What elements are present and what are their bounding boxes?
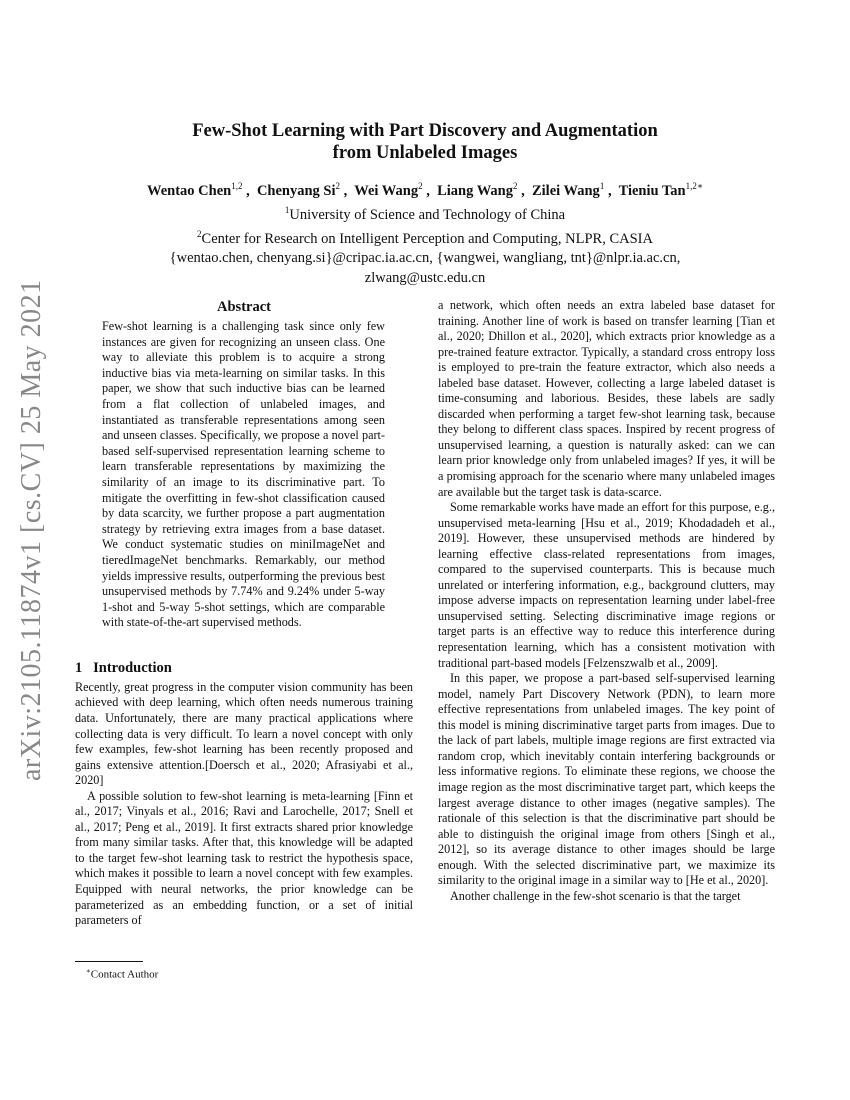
section-heading-introduction: 1 Introduction	[75, 659, 172, 676]
affiliation-1: $^1$University of Science and Technology of China	[284, 204, 566, 223]
abstract-heading: Abstract	[217, 299, 271, 315]
author: Tieniu Tan$^{1,2∗}$	[618, 181, 703, 199]
paper-header	[75, 120, 775, 288]
author: Chenyang Si$^2$	[256, 181, 341, 199]
author: Wentao Chen$^{1,2}$	[147, 181, 243, 199]
author-list: Wentao Chen$^{1,2}$ , Chenyang Si$^2$ , Wei Wang$^2$ , Liang Wang$^2$ , Zilei Wang$^1$ , Tieniu Tan$^{1,2∗}$	[147, 181, 703, 199]
title-line-2: from Unlabeled Images	[332, 143, 518, 163]
paper-title	[75, 120, 775, 164]
email-line-1: {wentao.chen, chenyang.si}@cripac.ia.ac.cn, {wangwei, wangliang, tnt}@nlpr.ia.ac.cn,	[169, 250, 681, 267]
intro-paragraph-6: Another challenge in the few-shot scenario is that the target	[450, 888, 741, 903]
intro-paragraph-2: A possible solution to few-shot learning is meta-learning [Finn et al., 2017; Vinyals et al., 2016; Ravi and Larochelle, 2017; Snell et al., 2017; Peng et al., 2019]. It first extracts shared prior knowledge from many similar tasks. After that, this knowledge will be adapted to the target few-shot learning task to restrict the hypothesis space, which makes it possible to learn a novel concept with few examples. Equipped with neural networks, the prior knowledge can be parameterized as an embedding function, or a set of initial parameters of	[75, 788, 413, 928]
author: Liang Wang$^2$	[437, 181, 518, 199]
intro-paragraph-5: In this paper, we propose a part-based self-supervised learning model, namely Part Discovery Network (PDN), to learn more effective representations from unlabeled images. The key point of this model is mining discriminative target parts from images. Due to the lack of part labels, multiple image regions are first extracted via random crop, which inevitably contain interfering backgrounds or less informative regions. To eliminate these regions, we choose the image region as the most discriminative target part, which keeps the largest average distance to other images (negative samples). The rationale of this selection is that the discriminative part should be able to distinguish the original image from others [Singh et al., 2012], so its average distance to other images should be large enough. With the selected discriminative part, we maximize its similarity to the original image in a similar way to [He et al., 2020].	[438, 671, 775, 888]
footnote-rule	[75, 961, 143, 962]
intro-paragraph-3: a network, which often needs an extra labeled base dataset for training. Another line of work is based on transfer learning [Tian et al., 2020; Dhillon et al., 2020], which extracts prior knowledge as a pre-trained feature extractor. Typically, a standard cross entropy loss is employed to pre-train the feature extractor, which also needs a labeled base dataset. However, collecting a large labeled dataset is time-consuming and laborious. Besides, these labels are sadly discarded when performing a target few-shot learning task, because they belong to different class spaces. Inspired by recent progress of unsupervised learning, a question is naturally asked: can we can learn prior knowledge only from unlabeled images? If yes, it will be a promising approach for the scenario where many unlabeled images are available but the target task is data-scarce.	[438, 298, 775, 499]
abstract-body: Few-shot learning is a challenging task since only few instances are given for recognizing an unseen class. One way to alleviate this problem is to acquire a strong inductive bias via meta-learning on similar tasks. In this paper, we show that such inductive bias can be learned from a flat collection of unlabeled images, and instantiated as transferable representations among seen and unseen classes. Specifically, we propose a novel part-based self-supervised representation learning scheme to learn transferable representations by maximizing the similarity of an image to its discriminative part. To mitigate the overfitting in few-shot classification caused by data scarcity, we further propose a part augmentation strategy by retrieving extra images from a base dataset. We conduct systematic studies on miniImageNet and tieredImageNet benchmarks. Remarkably, our method yields impressive results, outperforming the previous best unsupervised methods by 7.74% and 9.24% under 5-way 1-shot and 5-way 5-shot settings, which are comparable with state-of-the-art supervised methods.	[102, 319, 385, 630]
left-column	[75, 298, 413, 929]
email-line-2: zlwang@ustc.edu.cn	[364, 269, 486, 286]
author: Wei Wang$^2$	[354, 181, 423, 199]
right-column	[438, 298, 775, 904]
author: Zilei Wang$^1$	[531, 181, 605, 199]
affiliation-2: $^2$Center for Research on Intelligent Perception and Computing, NLPR, CASIA	[197, 229, 653, 247]
intro-paragraph-4: Some remarkable works have made an effort for this purpose, e.g., unsupervised meta-learning [Hsu et al., 2019; Khodadadeh et al., 2019]. However, these unsupervised methods are hindered by learning effective class-related representations from images, compared to the supervised counterparts. This is because much unrelated or interfering information, e.g., background clutters, may impose adverse impacts on representation learning under label-free unsupervised setting. Selecting discriminative image regions or target parts is an effective way to reduce this interference during representation learning, which has a consistent motivation with traditional part-based models [Felzenszwalb et al., 2009].	[438, 500, 775, 670]
title-line-1: Few-Shot Learning with Part Discovery and Augmentation	[192, 121, 658, 141]
arxiv-watermark: arXiv:2105.11874v1 [cs.CV] 25 May 2021	[16, 279, 47, 781]
footnote: ∗Contact Author	[86, 967, 159, 981]
intro-paragraph-1: Recently, great progress in the computer vision community has been achieved with deep learning, which often needs numerous training data. Unfortunately, there are many practical applications where collecting data is very difficult. To learn a novel concept with only few examples, few-shot learning has been recently proposed and gains extensive attention.[Doersch et al., 2020; Afrasiyabi et al., 2020]	[75, 679, 413, 788]
